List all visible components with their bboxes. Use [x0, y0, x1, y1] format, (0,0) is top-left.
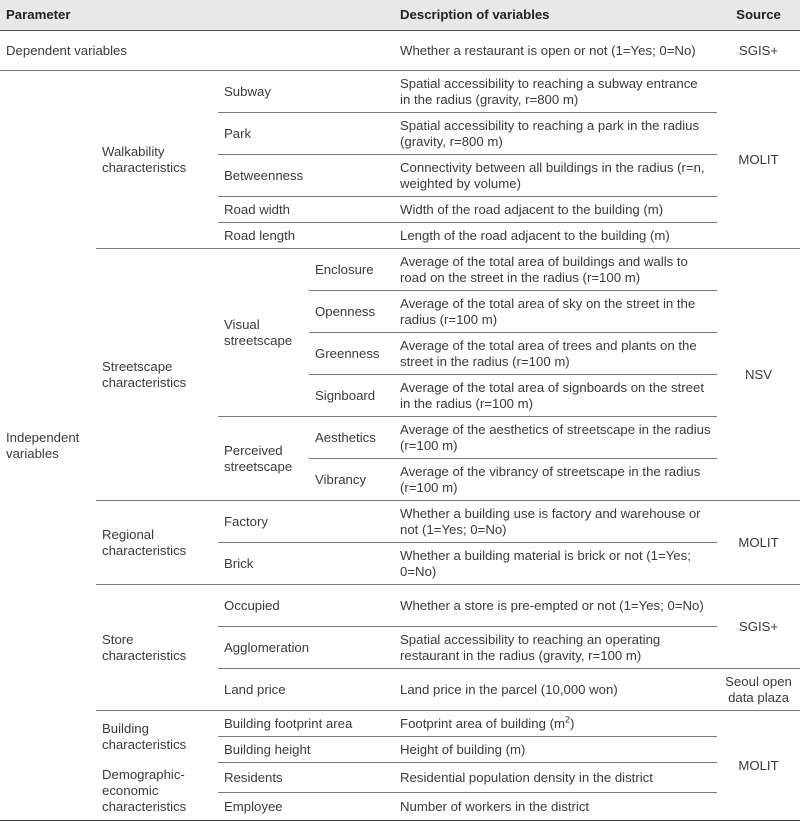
perceived-streetscape-label: Perceived streetscape	[218, 417, 309, 501]
land-price-source: Seoul open data plaza	[717, 669, 800, 711]
desc-subway: Spatial accessibility to reaching a subway entrance in the radius (gravity, r=800 m)	[394, 71, 717, 113]
desc-signboard: Average of the total area of signboards on the street in the radius (r=100 m)	[394, 375, 717, 417]
desc-residents: Residential population density in the district	[394, 763, 717, 793]
building-label: Building characteristics	[102, 720, 187, 752]
desc-openness: Average of the total area of sky on the street in the radius (r=100 m)	[394, 291, 717, 333]
variable-greenness: Greenness	[309, 333, 394, 375]
table-row	[0, 585, 800, 627]
desc-vibrancy: Average of the vibrancy of streetscape in the radius (r=100 m)	[394, 459, 717, 501]
desc-building-height: Height of building (m)	[394, 737, 717, 763]
variable-vibrancy: Vibrancy	[309, 459, 394, 501]
desc-factory: Whether a building use is factory and warehouse or not (1=Yes; 0=No)	[394, 501, 717, 543]
store-source: SGIS+	[717, 585, 800, 669]
variable-land-price: Land price	[218, 669, 394, 711]
desc-employee: Number of workers in the district	[394, 793, 717, 821]
desc-park: Spatial accessibility to reaching a park in the radius (gravity, r=800 m)	[394, 113, 717, 155]
desc-betweenness: Connectivity between all buildings in the radius (r=n, weighted by volume)	[394, 155, 717, 197]
variable-brick: Brick	[218, 543, 394, 585]
streetscape-source: NSV	[717, 249, 800, 501]
regional-label: Regional characteristics	[96, 501, 218, 585]
dependent-label: Dependent variables	[0, 31, 394, 71]
header-description: Description of variables	[394, 0, 717, 31]
variable-occupied: Occupied	[218, 585, 394, 627]
variable-subway: Subway	[218, 71, 394, 113]
demographic-label: Demographic-economic characteristics	[96, 763, 218, 821]
walkability-source: MOLIT	[717, 71, 800, 249]
table-row	[0, 31, 800, 71]
building-demographic-source: MOLIT	[717, 711, 800, 821]
desc-building-footprint-area: Footprint area of building $(m^2)$	[394, 711, 717, 737]
variable-employee: Employee	[218, 793, 394, 821]
variable-openness: Openness	[309, 291, 394, 333]
walkability-label: Walkability characteristics	[96, 71, 218, 249]
variable-building-footprint-area: Building footprint area	[218, 711, 394, 737]
independent-label: Independent variables	[0, 71, 96, 821]
table-row	[0, 501, 800, 543]
table-row	[0, 249, 800, 291]
variable-factory: Factory	[218, 501, 394, 543]
desc-enclosure: Average of the total area of buildings and walls to road on the street in the radius (r=100 m)	[394, 249, 717, 291]
desc-greenness: Average of the total area of trees and plants on the street in the radius (r=100 m)	[394, 333, 717, 375]
visual-streetscape-label: Visual streetscape	[218, 249, 309, 417]
header-parameter: Parameter	[0, 0, 394, 31]
table-row	[0, 71, 800, 113]
desc-road-width: Width of the road adjacent to the building (m)	[394, 197, 717, 223]
table-row	[0, 711, 800, 737]
variable-agglomeration: Agglomeration	[218, 627, 394, 669]
dependent-description: Whether a restaurant is open or not (1=Yes; 0=No)	[394, 31, 717, 71]
desc-agglomeration: Spatial accessibility to reaching an operating restaurant in the radius (gravity, r=100 m)	[394, 627, 717, 669]
variable-road-length: Road length	[218, 223, 394, 249]
desc-brick: Whether a building material is brick or not (1=Yes; 0=No)	[394, 543, 717, 585]
store-label: Store characteristics	[96, 585, 218, 711]
variable-park: Park	[218, 113, 394, 155]
variable-enclosure: Enclosure	[309, 249, 394, 291]
desc-land-price: Land price in the parcel (10,000 won)	[394, 669, 717, 711]
variable-aesthetics: Aesthetics	[309, 417, 394, 459]
streetscape-label: Streetscape characteristics	[96, 249, 218, 501]
table-header-row	[0, 0, 800, 31]
dependent-source: SGIS+	[717, 31, 800, 71]
variable-road-width: Road width	[218, 197, 394, 223]
variable-signboard: Signboard	[309, 375, 394, 417]
desc-road-length: Length of the road adjacent to the building (m)	[394, 223, 717, 249]
regional-source: MOLIT	[717, 501, 800, 585]
desc-aesthetics: Average of the aesthetics of streetscape in the radius (r=100 m)	[394, 417, 717, 459]
variable-residents: Residents	[218, 763, 394, 793]
table-row	[0, 763, 800, 793]
header-source: Source	[717, 0, 800, 31]
desc-occupied: Whether a store is pre-empted or not (1=Yes; 0=No)	[394, 585, 717, 627]
variable-betweenness: Betweenness	[218, 155, 394, 197]
variable-building-height: Building height	[218, 737, 394, 763]
